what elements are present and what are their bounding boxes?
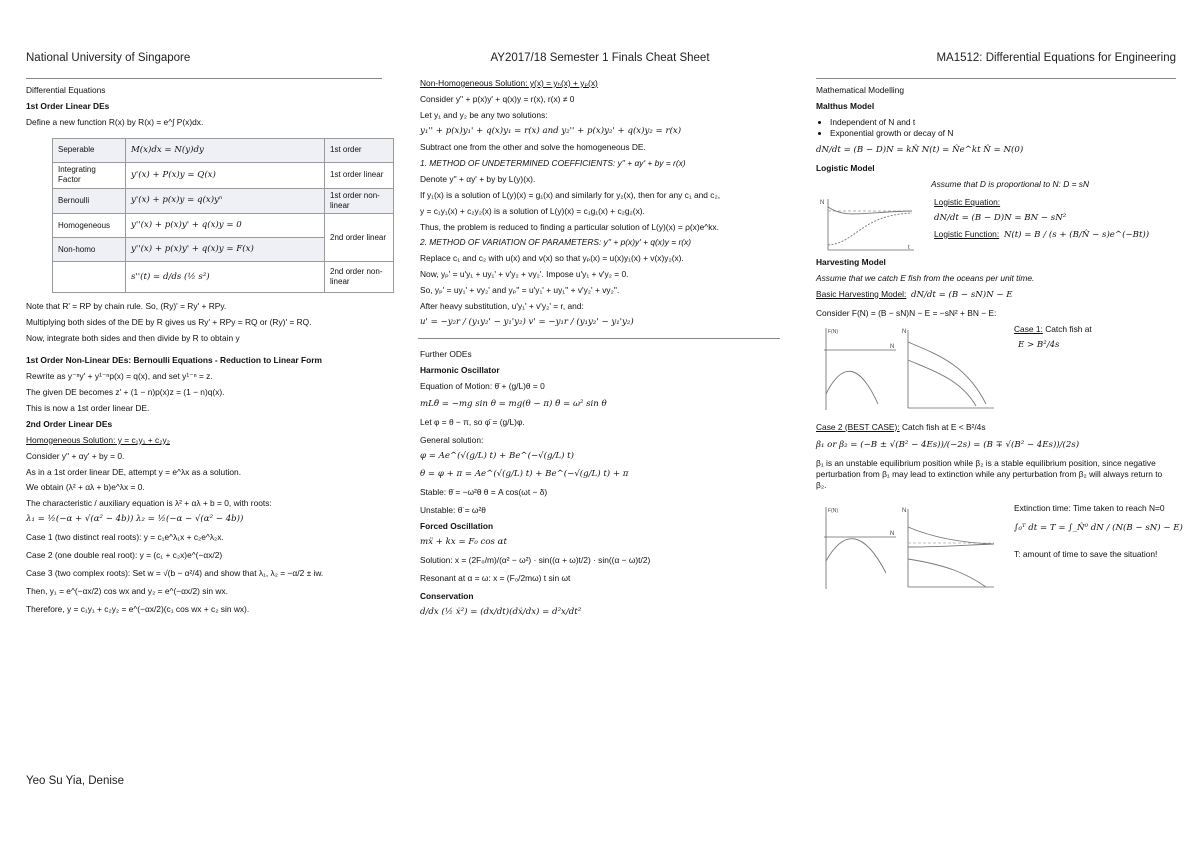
text-line: Denote y'' + αy' + by by L(y)(x).	[420, 173, 536, 184]
case1-block	[816, 324, 1176, 416]
beta-equation: β₁ or β₂ = (−B ± √(B² − 4Es))/(−2s) = (B ∓ √(B² − 4Es))/(2s)	[816, 439, 1080, 450]
second-order-title: 2nd Order Linear DEs	[26, 418, 113, 429]
footer-author: Yeo Su Yia, Denise	[26, 775, 125, 787]
text-line: As in a 1st order linear DE, attempt y = e^λx as a solution.	[26, 466, 242, 477]
case1-text	[1014, 324, 1092, 356]
conservation-title: Conservation	[420, 591, 474, 602]
table-cell: 2nd order linear	[325, 214, 394, 262]
axis-label-n2: N	[902, 328, 907, 335]
harvest-basic-row	[816, 289, 1176, 301]
harvest-title: Harvesting Model	[816, 256, 886, 267]
text-line: mẍ + kx = F₀ cos αt	[420, 537, 507, 548]
method-2-title: 2. METHOD OF VARIATION OF PARAMETERS: y'' + p(x)y' + q(x)y = r(x)	[420, 237, 692, 248]
text-line: Case 2 (one double real root): y = (c₁ + c₂x)e^(−αx/2)	[26, 550, 223, 561]
text-line: Consider y'' + αy' + by = 0.	[26, 450, 125, 461]
case2-text: Catch fish at E < B²/4s	[901, 421, 986, 432]
harvest-consider: Consider F(N) = (B − sN)N − E = −sN² + BN − E:	[816, 307, 997, 318]
table-row	[53, 138, 394, 162]
text-line: Thus, the problem is reduced to finding a particular solution of L(y)(x) = ρ(x)e^kx.	[420, 221, 719, 232]
text-line: Unstable: θ̈ = ω²θ	[420, 505, 486, 516]
text-line: θ = φ + π = Ae^(√(g/L) t) + Be^(−√(g/L) t) + π	[420, 469, 629, 480]
table-cell	[53, 262, 126, 293]
logistic-equation-group	[934, 197, 1149, 246]
axis-label-n: N	[820, 199, 825, 206]
case1-graphs	[816, 324, 996, 414]
text-line: The given DE becomes z' + (1 − n)p(x)z = (1 − n)q(x).	[26, 386, 225, 397]
roots-formula: λ₁ = ½(−α + √(α² − 4b)) λ₂ = ½(−α − √(α² − 4b))	[26, 514, 244, 525]
logistic-block	[816, 195, 1176, 257]
logistic-fn-label: Logistic Function:	[934, 228, 1000, 239]
text-line: Note that R' = RP by chain rule. So, (Ry)' = Ry' + RPy.	[26, 301, 227, 312]
conservation-formula: d/dx (½ ẋ²) = (dx/dt)(dẋ/dx) = d²x/dt²	[420, 607, 582, 618]
axis-label-fn: F(N)	[828, 328, 838, 335]
text-line: Now, yₚ' = u'y₁ + uy₁' + v'y₂ + vy₂'. Impose u'y₁ + v'y₂ = 0.	[420, 269, 629, 280]
extinction-title: Extinction time: Time taken to reach N=0	[1014, 502, 1165, 513]
logistic-eq: dN/dt = (B − D)N = BN − sN²	[934, 212, 1067, 223]
axis-label-fn: F(N)	[828, 507, 838, 514]
table-cell: y''(x) + p(x)y' + q(x)y = F(x)	[126, 238, 325, 262]
table-cell: s''(t) = d/ds (½ s²)	[126, 262, 325, 293]
de-types-table	[52, 138, 394, 294]
forced-title: Forced Oscillation	[420, 521, 494, 532]
table-row	[53, 214, 394, 238]
text-line: Consider y'' + p(x)y' + q(x)y = r(x), r(x) ≠ 0	[420, 93, 575, 104]
table-cell: 1st order non-linear	[325, 188, 394, 214]
malthus-equation: dN/dt = (B − D)N = kN̂ N(t) = N̂e^kt N̂ = N(0)	[816, 144, 1024, 155]
column-non-homogeneous	[420, 78, 780, 623]
text-line: Rewrite as y⁻ⁿy' + y¹⁻ⁿp(x) = q(x), and set y¹⁻ⁿ = z.	[26, 371, 213, 382]
text-line: Multiplying both sides of the DE by R gives us Ry' + RPy = RQ or (Ry)' = RQ.	[26, 317, 312, 328]
logistic-eq-label: Logistic Equation:	[934, 196, 1001, 207]
table-cell: Seperable	[53, 138, 126, 162]
beta-text: β₁ is an unstable equilibrium position while β₂ is a stable equilibrium position, since negative perturbation from β₁ may lead to extinction while any perturbation from β₂ will always return to β₂.	[816, 457, 1163, 490]
logistic-fn: N(t) = B / (s + (B/N̂ − s)e^(−Bt))	[1003, 229, 1150, 240]
case1-text-label: Catch fish at	[1045, 323, 1092, 334]
list-item: • Independent of N and t	[830, 117, 1176, 128]
section-title: Mathematical Modelling	[816, 85, 904, 95]
harvest-basic-label: Basic Harvesting Model:	[816, 288, 907, 299]
text-line: Solution: x = (2F₀/m)/(α² − ω²) · sin((α + ω)t/2) · sin((α − ω)t/2)	[420, 555, 651, 566]
text-line: y = c₁y₁(x) + c₂y₂(x) is a solution of L(y)(x) = c₁g₁(x) + c₂g₂(x).	[420, 205, 645, 216]
logistic-assume: Assume that D is proportional to N: D = sN	[931, 178, 1090, 189]
case1-condition: E > B²/4s	[1018, 339, 1060, 350]
harvest-assume: Assume that we catch E fish from the oceans per unit time.	[816, 272, 1035, 283]
text-line: Let y₁ and y₂ be any two solutions:	[420, 109, 548, 120]
text-line: General solution:	[420, 435, 484, 446]
text-line: So, yₚ' = uy₁' + vy₂' and yₚ'' = u'y₁' + uy₁'' + v'y₂' + vy₂''.	[420, 285, 620, 296]
text-line: Case 3 (two complex roots): Set w = √(b − α²/4) and show that λ₁, λ₂ = −α/2 ± iw.	[26, 568, 324, 579]
header-center: AY2017/18 Semester 1 Finals Cheat Sheet	[490, 52, 710, 64]
define-line: Define a new function R(x) by R(x) = e^∫ P(x)dx.	[26, 116, 204, 127]
table-cell: Homogeneous	[53, 214, 126, 238]
table-row	[53, 162, 394, 188]
table-cell: Non-homo	[53, 238, 126, 262]
method-1-title: 1. METHOD OF UNDETERMINED COEFFICIENTS: y'' + αy' + by = r(x)	[420, 157, 686, 168]
text-line: This is now a 1st order linear DE.	[26, 402, 150, 413]
malthus-bullets	[820, 117, 1176, 139]
harvest-basic: dN/dt = (B − sN)N − E	[910, 289, 1013, 300]
table-cell: 2nd order non-linear	[325, 262, 394, 293]
divider	[418, 338, 780, 339]
text-line: Then, y₁ = e^(−αx/2) cos wx and y₂ = e^(−αx/2) sin wx.	[26, 586, 228, 597]
table-cell: 1st order linear	[325, 162, 394, 188]
extinction-text	[1014, 503, 1183, 565]
text-line: mLθ̈ = −mg sin θ = mg(θ − π) θ̈ = ω² sin θ	[420, 399, 607, 410]
axis-label-n: N	[890, 530, 895, 537]
table-cell: y'(x) + P(x)y = Q(x)	[126, 162, 325, 188]
header-left: National University of Singapore	[26, 52, 191, 64]
table-row	[53, 188, 394, 214]
harmonic-title: Harmonic Oscillator	[420, 365, 500, 376]
text-line: Replace c₁ and c₂ with u(x) and v(x) so that yₚ(x) = u(x)y₁(x) + v(x)y₂(x).	[420, 253, 684, 264]
axis-label-n: N	[890, 343, 895, 350]
case2-label: Case 2 (BEST CASE):	[816, 421, 900, 432]
subsection-title: 1st Order Linear DEs	[26, 100, 110, 111]
axis-label-n2: N	[902, 507, 907, 514]
text-line: φ = Ae^(√(g/L) t) + Be^(−√(g/L) t)	[420, 451, 574, 462]
table-cell: 1st order	[325, 138, 394, 162]
text-line: Case 1 (two distinct real roots): y = c₁e^λ₁x + c₂e^λ₂x.	[26, 532, 224, 543]
text-line: Let φ = θ − π, so φ̈ = (g/L)φ.	[420, 417, 525, 428]
text-line: Equation of Motion: θ̈ + (g/L)θ = 0	[420, 381, 545, 392]
table-row	[53, 262, 394, 293]
further-title: Further ODEs	[420, 349, 472, 360]
section-title: Differential Equations	[26, 85, 106, 95]
table-cell: Integrating Factor	[53, 162, 126, 188]
extinction-note: T: amount of time to save the situation!	[1014, 548, 1158, 559]
text-line: Now, integrate both sides and then divide by R to obtain y	[26, 333, 240, 344]
case2-graphs	[816, 503, 996, 593]
table-cell: y'(x) + p(x)y = q(x)yⁿ	[126, 188, 325, 214]
text-line: If y₁(x) is a solution of L(y)(x) = g₁(x) and similarly for y₂(x), then for any c₁ and c₂,	[420, 189, 721, 200]
homogeneous-solution: Homogeneous Solution: y = c₁y₁ + c₂y₂	[26, 434, 170, 445]
axis-label-t: t	[908, 244, 910, 251]
uv-formula: u' = −y₂r / (y₁y₂' − y₁'y₂) v' = −y₁r / (y₁y₂' − y₁'y₂)	[420, 317, 634, 328]
case1-label: Case 1:	[1014, 323, 1043, 334]
header-right: MA1512: Differential Equations for Engineering	[936, 52, 1176, 64]
malthus-title: Malthus Model	[816, 100, 875, 111]
table-cell: y''(x) + p(x)y' + q(x)y = 0	[126, 214, 325, 238]
text-line: After heavy substitution, u'y₁' + v'y₂' = r, and:	[420, 301, 584, 312]
text-line: We obtain (λ² + αλ + b)e^λx = 0.	[26, 482, 145, 493]
extinction-block	[816, 502, 1183, 595]
logistic-title: Logistic Model	[816, 162, 875, 173]
list-item: • Exponential growth or decay of N	[830, 128, 1176, 139]
extinction-eq: ∫₀ᵀ dt = T = ∫_N̂⁰ dN / (N(B − sN) − E)	[1014, 523, 1183, 534]
text-line: Subtract one from the other and solve the homogeneous DE.	[420, 141, 646, 152]
nonhomog-title: Non-Homogeneous Solution: y(x) = yₕ(x) + yₚ(x)	[420, 78, 598, 88]
table-cell: M(x)dx = N(y)dy	[126, 138, 325, 162]
logistic-graph	[816, 195, 916, 255]
logistic-fn-row	[934, 229, 1149, 241]
column-differential-equations	[26, 78, 387, 622]
text-line: Therefore, y = c₁y₁ + c₂y₂ = e^(−αx/2)(c₁ cos wx + c₂ sin wx).	[26, 604, 250, 615]
text-line: The characteristic / auxiliary equation is λ² + αλ + b = 0, with roots:	[26, 498, 272, 509]
column-mathematical-modelling	[816, 78, 1183, 595]
bernoulli-title: 1st Order Non-Linear DEs: Bernoulli Equations - Reduction to Linear Form	[26, 355, 322, 366]
table-cell: Bernoulli	[53, 188, 126, 214]
text-line: Resonant at α = ω: x = (F₀/2mω) t sin ωt	[420, 573, 571, 584]
case2-row	[816, 422, 1176, 433]
text-line: y₁'' + p(x)y₁' + q(x)y₁ = r(x) and y₂'' + p(x)y₂' + q(x)y₂ = r(x)	[420, 125, 682, 136]
text-line: Stable: θ̈ = −ω²θ θ = A cos(ωt − δ)	[420, 487, 548, 498]
